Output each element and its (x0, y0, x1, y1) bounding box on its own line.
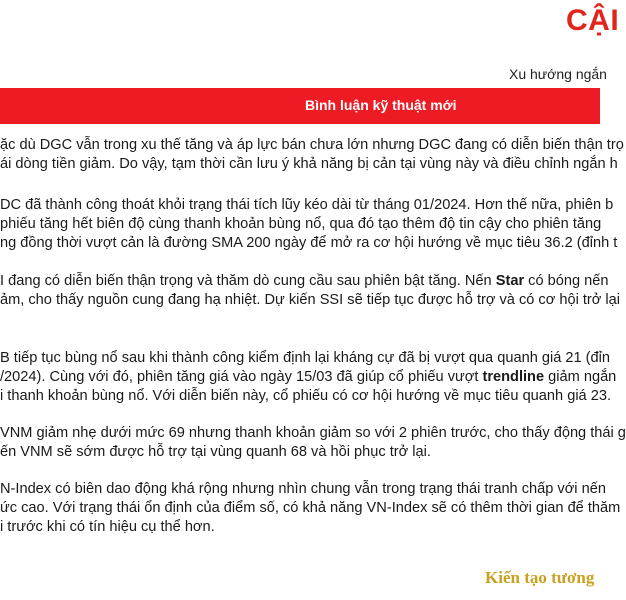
bold-term: Star (495, 273, 525, 289)
text-segment: N-Index có biên dao động khá rộng nhưng nhìn chung vẫn trong trạng thái tranh chấp với nến (0, 481, 606, 497)
text-segment: DC đã thành công thoát khỏi trạng thái tích lũy kéo dài từ tháng 01/2024. Hơn thế nữa, phiên b (0, 197, 614, 213)
section-title: Bình luận kỹ thuật mới (305, 97, 457, 113)
text-segment: ặc dù DGC vẫn trong xu thế tăng và áp lực bán chưa lớn nhưng DGC đang có diễn biến thận trọ (0, 137, 624, 153)
report-title: CẬI (566, 4, 620, 37)
paragraph-line (0, 368, 616, 387)
text-segment: VNM giảm nhẹ dưới mức 69 nhưng thanh khoản giảm so với 2 phiên trước, cho thấy động thái g (0, 425, 626, 441)
paragraph-line (0, 349, 616, 368)
paragraph-line (0, 234, 617, 253)
paragraph-line (0, 499, 620, 518)
bold-term: trendline (482, 369, 545, 385)
commentary-paragraph-resistance-break (0, 349, 616, 406)
commentary-paragraph-ssi (0, 272, 620, 310)
paragraph-line (0, 215, 617, 234)
paragraph-line (0, 424, 626, 443)
text-segment: ảm, cho thấy nguồn cung đang hạ nhiệt. Dự kiến SSI sẽ tiếp tục được hỗ trợ và có cơ hội trở lại (0, 292, 621, 308)
text-segment: B tiếp tục bùng nổ sau khi thành công kiểm định lại kháng cự đã bị vượt qua quanh giá 21 (đỉn (0, 350, 611, 366)
text-segment: phiếu tăng hết biên độ cùng thanh khoản bùng nổ, qua đó tạo thêm độ tin cậy cho phiên tăng (0, 216, 602, 232)
commentary-paragraph-vn-index (0, 480, 620, 537)
text-segment: ng đồng thời vượt cản là đường SMA 200 ngày để mở ra cơ hội hướng về mục tiêu 36.2 (đỉnh t (0, 235, 618, 251)
paragraph-line (0, 518, 620, 537)
paragraph-line (0, 443, 626, 462)
text-segment: i trước khi có tín hiệu cụ thể hơn. (0, 519, 215, 535)
paragraph-line (0, 136, 624, 155)
paragraph-line (0, 155, 624, 174)
commentary-paragraph-vnm (0, 424, 626, 462)
commentary-paragraph-dgc-breakout (0, 196, 617, 253)
text-segment: có bóng nến (524, 273, 609, 289)
text-segment: /2024). Cùng với đó, phiên tăng giá vào ngày 15/03 đã giúp cổ phiếu vượt (0, 369, 483, 385)
text-segment: giảm ngắn (544, 369, 617, 385)
commentary-paragraph-dgc (0, 136, 624, 174)
footer-slogan: Kiến tạo tương (485, 568, 595, 587)
text-segment: i thanh khoản bùng nổ. Với diễn biến này, cổ phiếu có cơ hội hướng về mục tiêu quanh giá 23. (0, 388, 612, 404)
paragraph-line (0, 387, 616, 406)
text-segment: ức cao. Với trạng thái ổn định của điểm số, có khả năng VN-Index sẽ có thêm thời gian để thăm (0, 500, 621, 516)
section-header-bar (0, 88, 600, 124)
text-segment: I đang có diễn biến thận trọng và thăm dò cung cầu sau phiên bật tăng. Nến (0, 273, 496, 289)
trend-label: Xu hướng ngắn (509, 66, 607, 82)
paragraph-line (0, 272, 620, 291)
text-segment: ến VNM sẽ sớm được hỗ trợ tại vùng quanh 68 và hồi phục trở lại. (0, 444, 431, 460)
paragraph-line (0, 480, 620, 499)
text-segment: ái dòng tiền giảm. Do vậy, tạm thời cần lưu ý khả năng bị cản tại vùng này và điều chỉnh ngắn h (0, 156, 618, 172)
paragraph-line (0, 291, 620, 310)
paragraph-line (0, 196, 617, 215)
